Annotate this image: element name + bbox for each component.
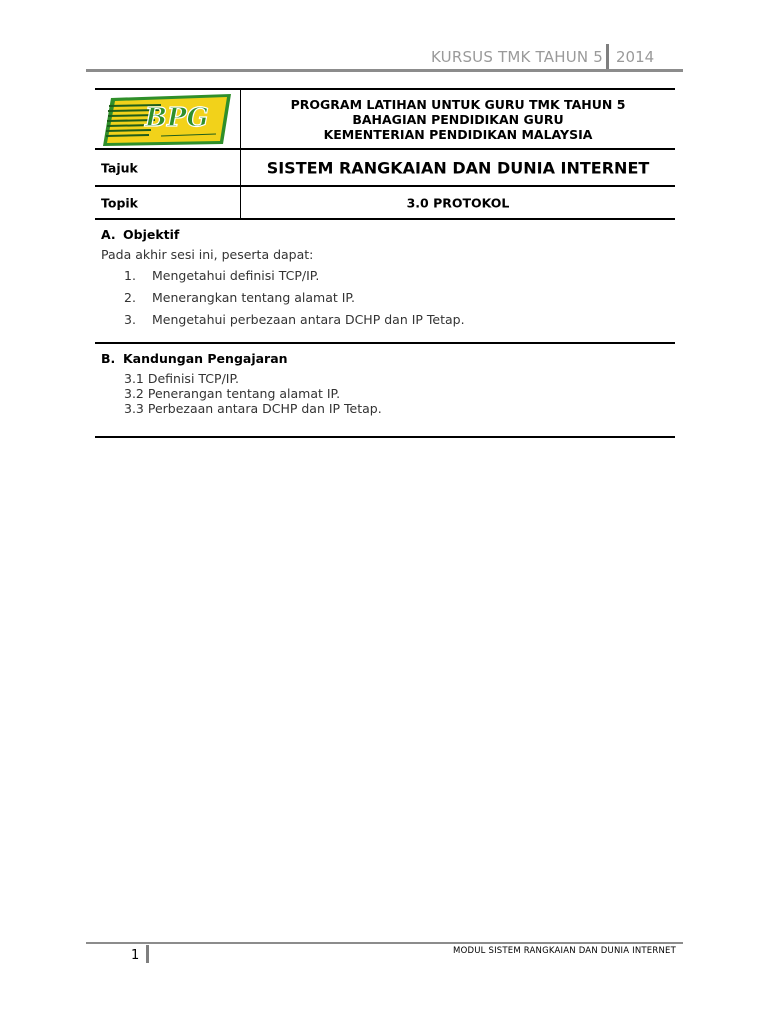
objektif-intro: Pada akhir sesi ini, peserta dapat: (101, 247, 314, 262)
list-item-number: 3. (124, 312, 136, 327)
program-title-line2: BAHAGIAN PENDIDIKAN GURU (352, 112, 564, 127)
kandungan-letter: B. (101, 351, 116, 366)
topik-value: 3.0 PROTOKOL (406, 195, 510, 210)
course-info-table (95, 88, 675, 438)
list-item (101, 268, 675, 283)
objektif-section (95, 220, 675, 344)
objektif-letter: A. (101, 227, 116, 242)
program-title-line1: PROGRAM LATIHAN UNTUK GURU TMK TAHUN 5 (290, 97, 626, 112)
program-header-row (95, 90, 675, 150)
kandungan-list (101, 371, 675, 416)
list-item-text: Mengetahui perbezaan antara DCHP dan IP Tetap. (152, 312, 465, 327)
topik-row (95, 187, 675, 220)
header-year: 2014 (616, 48, 655, 66)
objektif-heading-text: Objektif (123, 227, 180, 242)
program-title-line3: KEMENTERIAN PENDIDIKAN MALAYSIA (323, 127, 593, 142)
program-titles (241, 97, 675, 142)
topik-label: Topik (101, 195, 138, 210)
list-item-number: 2. (124, 290, 136, 305)
kandungan-heading (101, 351, 675, 366)
tajuk-row (95, 150, 675, 187)
kandungan-heading-text: Kandungan Pengajaran (123, 351, 288, 366)
footer-rule (86, 942, 683, 944)
list-item: 3.1 Definisi TCP/IP. (124, 371, 240, 386)
list-item-text: Menerangkan tentang alamat IP. (152, 290, 355, 305)
list-item-text: Mengetahui definisi TCP/IP. (152, 268, 320, 283)
list-item-number: 1. (124, 268, 136, 283)
kandungan-section (95, 344, 675, 438)
header-course-title: KURSUS TMK TAHUN 5 (431, 48, 603, 66)
page-number: 1 (131, 948, 140, 963)
tajuk-label: Tajuk (101, 160, 138, 175)
logo-text: BPG (145, 103, 209, 133)
footer-module-title: MODUL SISTEM RANGKAIAN DAN DUNIA INTERNET (453, 946, 676, 956)
objektif-list (101, 268, 675, 327)
bpg-logo (101, 92, 231, 146)
list-item (101, 312, 675, 327)
footer-divider (146, 945, 149, 963)
objektif-heading (101, 227, 675, 242)
header-divider (606, 44, 609, 70)
header-rule (86, 69, 683, 72)
list-item (101, 290, 675, 305)
list-item: 3.2 Penerangan tentang alamat IP. (124, 386, 341, 401)
tajuk-value: SISTEM RANGKAIAN DAN DUNIA INTERNET (266, 158, 650, 177)
list-item: 3.3 Perbezaan antara DCHP dan IP Tetap. (124, 401, 382, 416)
